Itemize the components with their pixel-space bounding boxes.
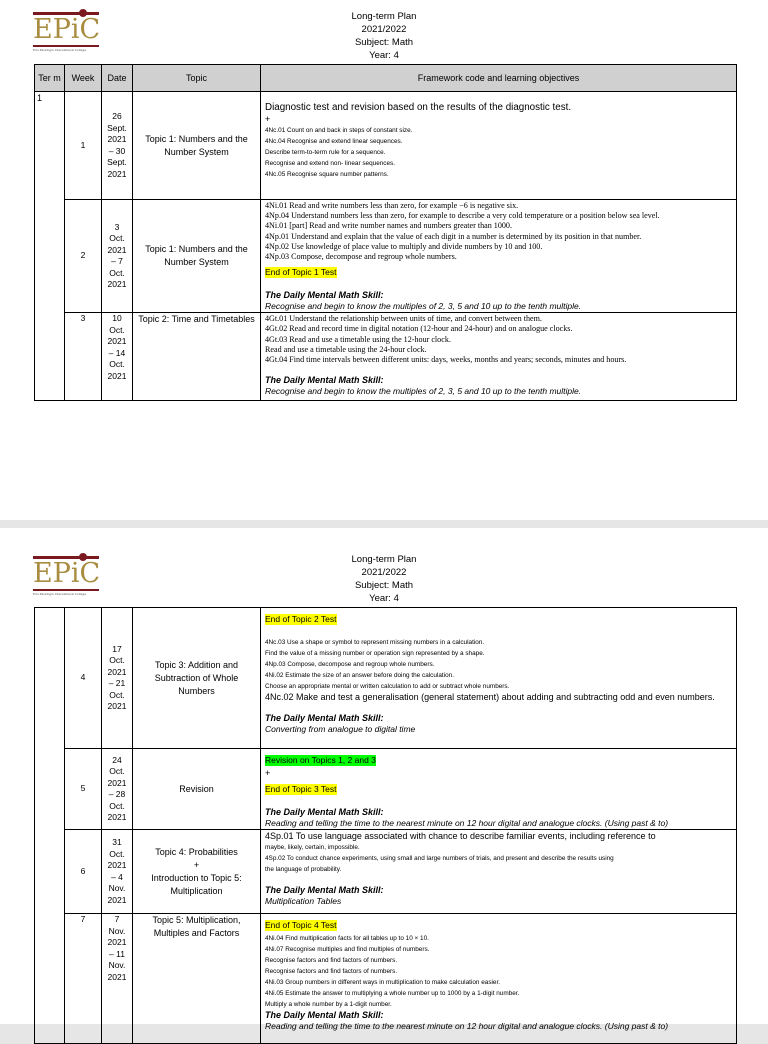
table-row bbox=[35, 914, 737, 1044]
objective-line: Describe term-to-term rule for a sequence. bbox=[265, 149, 386, 156]
skill-text: Converting from analogue to digital time bbox=[265, 724, 416, 734]
objective-line: 4Nc.01 Count on and back in steps of constant size. bbox=[265, 127, 413, 134]
logo-bar bbox=[33, 45, 99, 47]
objective-line: 4Gt.03 Read and use a timetable using the 12-hour clock. bbox=[265, 334, 451, 344]
epic-logo bbox=[33, 556, 99, 596]
column-header-topic: Topic bbox=[133, 65, 261, 92]
revision-highlight: Revision on Topics 1, 2 and 3 bbox=[265, 755, 376, 765]
skill-title: The Daily Mental Math Skill: bbox=[265, 375, 384, 386]
objective-line: 4Np.03 Compose, decompose and regroup whole numbers. bbox=[265, 252, 457, 262]
topic-cell: Topic 1: Numbers and the Number System bbox=[133, 92, 261, 200]
table-row bbox=[35, 200, 737, 313]
objective-line: 4Nc.05 Recognise square number patterns. bbox=[265, 171, 389, 178]
objective-line: Read and use a timetable using the 24-hour clock. bbox=[265, 344, 427, 354]
diagnostic-note: Diagnostic test and revision based on the results of the diagnostic test. bbox=[265, 102, 572, 113]
table-row bbox=[35, 608, 737, 749]
objective-line: 4Ni.07 Recognise multiples and find multiples of numbers. bbox=[265, 946, 430, 953]
objective-line: Recognise factors and find factors of numbers. bbox=[265, 957, 398, 964]
skill-text: Multiplication Tables bbox=[265, 896, 342, 906]
framework-cell bbox=[261, 608, 737, 749]
document-page-2 bbox=[0, 528, 768, 1031]
topic-cell: Topic 3: Addition and Subtraction of Whole Numbers bbox=[133, 608, 261, 749]
plan-table-continued bbox=[34, 607, 737, 1044]
plan-table bbox=[34, 64, 737, 401]
date-cell: 3 Oct. 2021 – 7 Oct. 2021 bbox=[102, 200, 133, 313]
objective-line: 4Nc.03 Use a shape or symbol to represent missing numbers in a calculation. bbox=[265, 639, 485, 646]
objective-line: 4Gt.01 Understand the relationship between units of time, and convert between them. bbox=[265, 314, 542, 324]
objective-line: Recognise factors and find factors of numbers. bbox=[265, 968, 398, 975]
column-header-date: Date bbox=[102, 65, 133, 92]
week-cell: 4 bbox=[65, 608, 102, 749]
framework-cell bbox=[261, 92, 737, 200]
plan-title: Long-term Plan bbox=[351, 11, 417, 22]
skill-title: The Daily Mental Math Skill: bbox=[265, 713, 384, 723]
date-cell: 10 Oct. 2021 – 14 Oct. 2021 bbox=[102, 313, 133, 401]
plan-subject: Subject: Math bbox=[354, 580, 414, 591]
week-cell: 3 bbox=[65, 313, 102, 401]
objective-line: 4Sp.01 To use language associated with chance to describe familiar events, including reference to bbox=[265, 831, 656, 841]
week-cell: 6 bbox=[65, 830, 102, 914]
week-cell: 1 bbox=[65, 92, 102, 200]
objective-line: 4Np.04 Understand numbers less than zero, for example to describe a very cold temperature or a position below sea level. bbox=[265, 211, 660, 221]
objective-line: 4Nc.04 Recognise and extend linear sequences. bbox=[265, 138, 403, 145]
test-highlight: End of Topic 3 Test bbox=[265, 784, 337, 794]
plan-title: Long-term Plan bbox=[351, 554, 417, 565]
objective-line: Recognise and extend non- linear sequences. bbox=[265, 160, 396, 167]
logo-subtitle: Edu Paradigm International College bbox=[33, 592, 87, 596]
objective-line: the language of probability. bbox=[265, 866, 342, 873]
objective-line: Find the value of a missing number or operation sign represented by a shape. bbox=[265, 650, 485, 657]
page-header bbox=[284, 553, 484, 605]
skill-title: The Daily Mental Math Skill: bbox=[265, 885, 384, 895]
objective-line: Choose an appropriate mental or written calculation to add or subtract whole numbers. bbox=[265, 683, 510, 690]
date-cell: 17 Oct. 2021 – 21 Oct. 2021 bbox=[102, 608, 133, 749]
objective-line: 4Ni.01 Read and write numbers less than zero, for example −6 is negative six. bbox=[265, 201, 519, 210]
week-cell: 2 bbox=[65, 200, 102, 313]
column-header-term: Ter m bbox=[35, 65, 65, 92]
objective-line: Multiply a whole number by a 1-digit number. bbox=[265, 1001, 392, 1008]
topic-cell: Topic 4: Probabilities + Introduction to Topic 5: Multiplication bbox=[133, 830, 261, 914]
table-header-row bbox=[35, 65, 737, 92]
epic-logo bbox=[33, 12, 99, 52]
table-row bbox=[35, 749, 737, 830]
objective-line: maybe, likely, certain, impossible. bbox=[265, 844, 360, 851]
topic-cell: Topic 2: Time and Timetables bbox=[133, 313, 261, 401]
logo-bar bbox=[33, 589, 99, 591]
column-header-framework: Framework code and learning objectives bbox=[261, 65, 737, 92]
skill-text: Recognise and begin to know the multiples of 2, 3, 5 and 10 up to the tenth multiple. bbox=[265, 301, 582, 312]
week-cell: 5 bbox=[65, 749, 102, 830]
framework-cell bbox=[261, 313, 737, 401]
objective-line: 4Ni.05 Estimate the answer to multiplying a whole number up to 1000 by a 1-digit number. bbox=[265, 990, 520, 997]
objective-line: 4Np.03 Compose, decompose and regroup whole numbers. bbox=[265, 661, 435, 668]
topic-cell: Topic 1: Numbers and the Number System bbox=[133, 200, 261, 313]
term-cell bbox=[35, 608, 65, 1044]
date-cell: 31 Oct. 2021 – 4 Nov. 2021 bbox=[102, 830, 133, 914]
objective-line: 4Ni.02 Estimate the size of an answer before doing the calculation. bbox=[265, 672, 454, 679]
objective-line: 4Gt.04 Find time intervals between different units: days, weeks, months and years; seconds, minutes and hours. bbox=[265, 355, 627, 365]
logo-text: EPiC bbox=[33, 14, 101, 45]
objective-line: 4Ni.01 [part] Read and write number names and numbers greater than 1000. bbox=[265, 221, 513, 231]
page-header bbox=[284, 10, 484, 62]
framework-cell bbox=[261, 914, 737, 1044]
objective-line: 4Gt.02 Read and record time in digital notation (12-hour and 24-hour) and on analogue clocks. bbox=[265, 324, 573, 334]
skill-text: Recognise and begin to know the multiples of 2, 3, 5 and 10 up to the tenth multiple. bbox=[265, 386, 582, 397]
table-row bbox=[35, 92, 737, 200]
plan-year: Year: 4 bbox=[369, 50, 399, 61]
skill-title: The Daily Mental Math Skill: bbox=[265, 807, 384, 817]
test-highlight: End of Topic 2 Test bbox=[265, 614, 337, 624]
document-page-1 bbox=[0, 0, 768, 520]
plan-year-range: 2021/2022 bbox=[361, 567, 407, 578]
skill-title: The Daily Mental Math Skill: bbox=[265, 1010, 384, 1020]
skill-text: Reading and telling the time to the nearest minute on 12 hour digital and analogue clocks. (Using past & to) bbox=[265, 818, 669, 828]
table-row bbox=[35, 830, 737, 914]
date-cell: 26 Sept. 2021 – 30 Sept. 2021 bbox=[102, 92, 133, 200]
plan-subject: Subject: Math bbox=[354, 37, 414, 48]
skill-title: The Daily Mental Math Skill: bbox=[265, 290, 384, 301]
term-cell: 1 bbox=[35, 92, 65, 401]
test-highlight: End of Topic 4 Test bbox=[265, 920, 337, 930]
logo-subtitle: Edu Paradigm International College bbox=[33, 48, 87, 52]
framework-cell bbox=[261, 749, 737, 830]
column-header-week: Week bbox=[65, 65, 102, 92]
date-cell: 7 Nov. 2021 – 11 Nov. 2021 bbox=[102, 914, 133, 1044]
plan-year: Year: 4 bbox=[369, 593, 399, 604]
framework-cell bbox=[261, 200, 737, 313]
plus-sign: + bbox=[265, 114, 271, 124]
skill-text: Reading and telling the time to the nearest minute on 12 hour digital and analogue clocks. (Using past & to) bbox=[265, 1021, 669, 1031]
plus-sign: + bbox=[265, 768, 271, 778]
plan-year-range: 2021/2022 bbox=[361, 24, 407, 35]
date-cell: 24 Oct. 2021 – 28 Oct. 2021 bbox=[102, 749, 133, 830]
topic-cell: Revision bbox=[133, 749, 261, 830]
table-row bbox=[35, 313, 737, 401]
objective-line: 4Np.02 Use knowledge of place value to multiply and divide numbers by 10 and 100. bbox=[265, 241, 543, 251]
objective-line: 4Nc.02 Make and test a generalisation (general statement) about adding and subtracting odd and even numbers. bbox=[265, 692, 715, 702]
test-highlight: End of Topic 1 Test bbox=[265, 267, 337, 278]
week-cell: 7 bbox=[65, 914, 102, 1044]
objective-line: 4Np.01 Understand and explain that the value of each digit in a number is determined by its position in that number. bbox=[265, 231, 642, 241]
topic-cell: Topic 5: Multiplication, Multiples and Factors bbox=[133, 914, 261, 1044]
objective-line: 4Ni.04 Find multiplication facts for all tables up to 10 × 10. bbox=[265, 935, 429, 942]
framework-cell bbox=[261, 830, 737, 914]
objective-line: 4Ni.03 Group numbers in different ways in multiplication to make calculation easier. bbox=[265, 979, 501, 986]
objective-line: 4Sp.02 To conduct chance experiments, using small and large numbers of trials, and present and describe the results using bbox=[265, 855, 614, 862]
logo-text: EPiC bbox=[33, 558, 101, 589]
